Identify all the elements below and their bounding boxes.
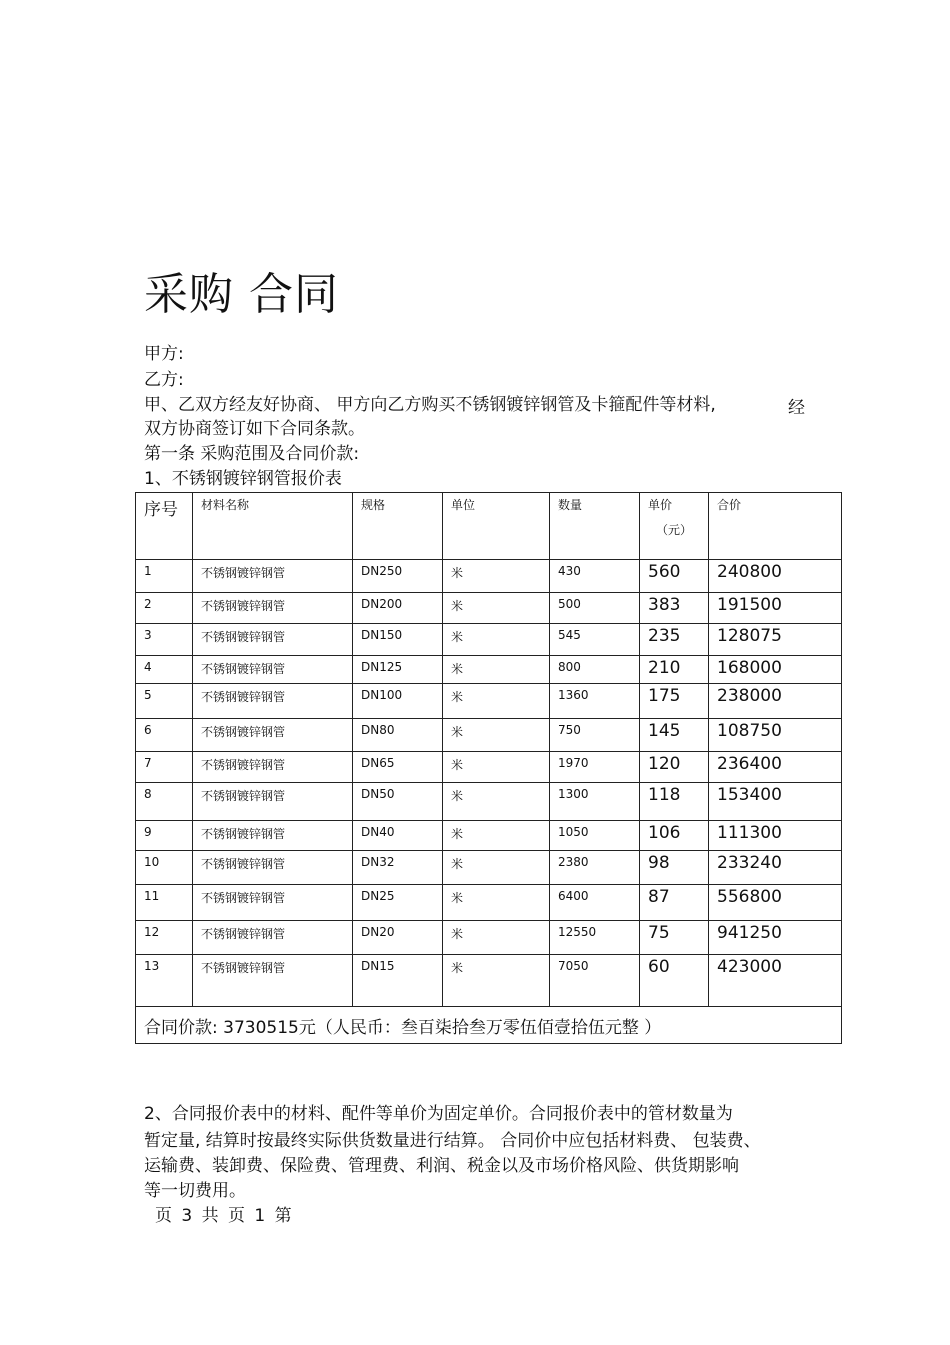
cell-unit-price: 120 [640, 752, 709, 783]
intro-line-1: 甲、乙双方经友好协商、 甲方向乙方购买不锈钢镀锌钢管及卡箍配件等材料, [144, 395, 716, 415]
cell-index: 9 [136, 821, 193, 851]
cell-index: 4 [136, 656, 193, 684]
cell-quantity: 545 [550, 624, 640, 656]
table-row [136, 624, 842, 656]
cell-unit-price: 106 [640, 821, 709, 851]
party-a-label: 甲方: [144, 344, 184, 364]
cell-material: 不锈钢镀锌钢管 [193, 821, 353, 851]
header-quantity: 数量 [550, 493, 640, 560]
cell-unit: 米 [443, 684, 550, 719]
cell-index: 11 [136, 885, 193, 921]
article-1-heading: 第一条 采购范围及合同价款: [144, 444, 360, 464]
contract-total: 合同价款: 3730515元（人民币：叁百柒拾叁万零伍佰壹拾伍元整 ） [136, 1007, 842, 1044]
table-row [136, 851, 842, 885]
cell-unit: 米 [443, 851, 550, 885]
cell-spec: DN20 [353, 921, 443, 955]
cell-spec: DN100 [353, 684, 443, 719]
cell-total-price: 233240 [709, 851, 842, 885]
cell-spec: DN65 [353, 752, 443, 783]
cell-quantity: 1300 [550, 783, 640, 821]
cell-total-price: 236400 [709, 752, 842, 783]
cell-unit: 米 [443, 560, 550, 593]
cell-unit-price: 98 [640, 851, 709, 885]
cell-quantity: 2380 [550, 851, 640, 885]
cell-spec: DN40 [353, 821, 443, 851]
cell-spec: DN25 [353, 885, 443, 921]
table-row [136, 955, 842, 1007]
cell-total-price: 108750 [709, 719, 842, 752]
table-header-row [136, 493, 842, 560]
price-table [135, 492, 842, 1044]
cell-material: 不锈钢镀锌钢管 [193, 656, 353, 684]
cell-index: 2 [136, 593, 193, 624]
cell-material: 不锈钢镀锌钢管 [193, 593, 353, 624]
total-row [136, 1007, 842, 1044]
cell-spec: DN80 [353, 719, 443, 752]
cell-material: 不锈钢镀锌钢管 [193, 783, 353, 821]
section-1-heading: 1、不锈钢镀锌钢管报价表 [144, 469, 342, 489]
intro-line-2: 双方协商签订如下合同条款。 [144, 419, 365, 439]
cell-total-price: 168000 [709, 656, 842, 684]
cell-index: 8 [136, 783, 193, 821]
cell-quantity: 430 [550, 560, 640, 593]
clause-2-line-3: 运输费、装卸费、保险费、管理费、利润、税金以及市场价格风险、供货期影响 [144, 1156, 739, 1176]
cell-unit-price: 175 [640, 684, 709, 719]
cell-spec: DN50 [353, 783, 443, 821]
cell-index: 7 [136, 752, 193, 783]
cell-unit: 米 [443, 783, 550, 821]
cell-material: 不锈钢镀锌钢管 [193, 921, 353, 955]
cell-quantity: 1970 [550, 752, 640, 783]
clause-2-line-4: 等一切费用。 [144, 1181, 246, 1201]
cell-quantity: 1050 [550, 821, 640, 851]
cell-unit-price: 60 [640, 955, 709, 1007]
cell-unit: 米 [443, 885, 550, 921]
cell-unit-price: 145 [640, 719, 709, 752]
cell-spec: DN200 [353, 593, 443, 624]
header-unit-price-sub: （元） [656, 523, 693, 537]
table-row [136, 783, 842, 821]
cell-spec: DN125 [353, 656, 443, 684]
cell-index: 10 [136, 851, 193, 885]
cell-unit: 米 [443, 821, 550, 851]
cell-total-price: 153400 [709, 783, 842, 821]
clause-2-line-1: 2、合同报价表中的材料、配件等单价为固定单价。合同报价表中的管材数量为 [144, 1104, 733, 1124]
cell-index: 13 [136, 955, 193, 1007]
cell-unit-price: 87 [640, 885, 709, 921]
cell-total-price: 941250 [709, 921, 842, 955]
cell-total-price: 111300 [709, 821, 842, 851]
cell-material: 不锈钢镀锌钢管 [193, 624, 353, 656]
cell-unit-price: 383 [640, 593, 709, 624]
cell-spec: DN150 [353, 624, 443, 656]
cell-spec: DN32 [353, 851, 443, 885]
table-row [136, 656, 842, 684]
cell-total-price: 556800 [709, 885, 842, 921]
cell-quantity: 800 [550, 656, 640, 684]
cell-quantity: 12550 [550, 921, 640, 955]
cell-unit: 米 [443, 955, 550, 1007]
cell-total-price: 238000 [709, 684, 842, 719]
cell-total-price: 191500 [709, 593, 842, 624]
cell-quantity: 1360 [550, 684, 640, 719]
table-row [136, 719, 842, 752]
header-total-price: 合价 [709, 493, 842, 560]
clause-2-line-2: 暂定量, 结算时按最终实际供货数量进行结算。 合同价中应包括材料费、 包装费、 [144, 1131, 761, 1151]
cell-unit: 米 [443, 593, 550, 624]
intro-line-1-tail: 经 [788, 398, 805, 418]
cell-unit-price: 235 [640, 624, 709, 656]
table-row [136, 821, 842, 851]
cell-unit-price: 75 [640, 921, 709, 955]
page-footer: 页 3 共 页 1 第 [155, 1206, 294, 1226]
header-unit-price [640, 493, 709, 560]
table-row [136, 684, 842, 719]
cell-index: 12 [136, 921, 193, 955]
table-row [136, 752, 842, 783]
cell-index: 6 [136, 719, 193, 752]
cell-unit: 米 [443, 752, 550, 783]
cell-unit: 米 [443, 719, 550, 752]
cell-material: 不锈钢镀锌钢管 [193, 885, 353, 921]
header-spec: 规格 [353, 493, 443, 560]
cell-unit: 米 [443, 656, 550, 684]
cell-total-price: 423000 [709, 955, 842, 1007]
cell-unit-price: 118 [640, 783, 709, 821]
header-material: 材料名称 [193, 493, 353, 560]
table-row [136, 921, 842, 955]
cell-material: 不锈钢镀锌钢管 [193, 560, 353, 593]
contract-title: 采购 合同 [144, 269, 339, 320]
cell-spec: DN250 [353, 560, 443, 593]
cell-unit-price: 210 [640, 656, 709, 684]
header-index: 序号 [136, 493, 193, 560]
cell-total-price: 240800 [709, 560, 842, 593]
cell-material: 不锈钢镀锌钢管 [193, 719, 353, 752]
table-row [136, 593, 842, 624]
cell-quantity: 750 [550, 719, 640, 752]
cell-spec: DN15 [353, 955, 443, 1007]
table-row [136, 560, 842, 593]
header-unit: 单位 [443, 493, 550, 560]
cell-unit: 米 [443, 921, 550, 955]
cell-index: 3 [136, 624, 193, 656]
cell-material: 不锈钢镀锌钢管 [193, 851, 353, 885]
party-b-label: 乙方: [144, 370, 184, 390]
header-unit-price-label: 单价 [648, 498, 673, 512]
cell-material: 不锈钢镀锌钢管 [193, 684, 353, 719]
cell-quantity: 7050 [550, 955, 640, 1007]
cell-unit: 米 [443, 624, 550, 656]
table-row [136, 885, 842, 921]
cell-total-price: 128075 [709, 624, 842, 656]
cell-material: 不锈钢镀锌钢管 [193, 752, 353, 783]
cell-material: 不锈钢镀锌钢管 [193, 955, 353, 1007]
cell-quantity: 500 [550, 593, 640, 624]
cell-quantity: 6400 [550, 885, 640, 921]
cell-unit-price: 560 [640, 560, 709, 593]
cell-index: 5 [136, 684, 193, 719]
cell-index: 1 [136, 560, 193, 593]
